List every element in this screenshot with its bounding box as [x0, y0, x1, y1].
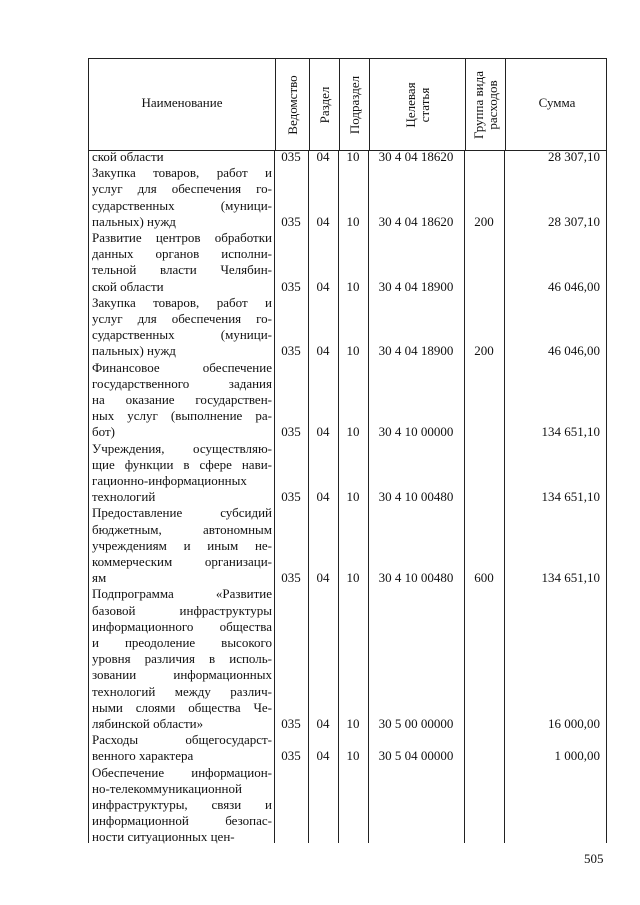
row-vedomstvo: 035 — [281, 715, 301, 731]
row-celevaya-statya: 30 4 04 18620 — [378, 213, 454, 229]
row-name-line: сударственных (муници- — [92, 327, 272, 343]
row-name — [92, 230, 272, 295]
header-razdel: Раздел — [316, 86, 332, 123]
row-name-line: технологий — [92, 489, 156, 505]
row-razdel: 04 — [316, 343, 330, 359]
row-gruppa: 200 — [474, 213, 494, 229]
row-summa: 46 046,00 — [548, 343, 600, 359]
row-vedomstvo: 035 — [281, 748, 301, 764]
row-name-line: гационно-информационных — [92, 472, 247, 488]
row-name — [92, 765, 272, 846]
row-name-line: учреждениям и иным не- — [92, 537, 272, 553]
row-vedomstvo: 035 — [281, 343, 301, 359]
row-name-line: бот) — [92, 424, 115, 440]
row-name-line: пальных) нужд — [92, 213, 176, 229]
header-razdel-cell — [309, 59, 339, 150]
row-summa: 1 000,00 — [554, 748, 600, 764]
row-name-line: сударственных (муници- — [92, 197, 272, 213]
row-razdel: 04 — [316, 278, 330, 294]
row-razdel: 04 — [316, 489, 330, 505]
header-gruppa-line2: расходов — [484, 79, 500, 130]
row-name-line: но-телекоммуникационной — [92, 780, 242, 796]
row-name-line: венного характера — [92, 748, 194, 764]
row-name-line: услуг для обеспечения го- — [92, 310, 272, 326]
row-summa: 134 651,10 — [541, 570, 600, 586]
row-celevaya-statya: 30 4 10 00480 — [378, 570, 454, 586]
row-razdel: 04 — [316, 570, 330, 586]
row-name-line: данных органов исполни- — [92, 246, 272, 262]
row-name-line: Расходы общегосударст- — [92, 732, 272, 748]
header-vedomstvo: Ведомство — [284, 74, 300, 135]
row-celevaya-statya: 30 4 04 18620 — [378, 149, 454, 164]
row-celevaya-statya: 30 4 10 00480 — [378, 489, 454, 505]
row-name — [92, 360, 272, 441]
row-summa: 28 307,10 — [548, 149, 600, 164]
row-summa: 134 651,10 — [541, 424, 600, 440]
row-name-line: технологий между различ- — [92, 683, 272, 699]
row-razdel: 04 — [316, 213, 330, 229]
row-podrazdel: 10 — [346, 715, 360, 731]
row-name-line: на оказание государствен- — [92, 391, 272, 407]
row-razdel: 04 — [316, 715, 330, 731]
header-celevaya-line1: Целевая — [402, 81, 418, 128]
row-name-line: тельной власти Челябин- — [92, 262, 272, 278]
row-name-line: ными слоями общества Че- — [92, 699, 272, 715]
row-summa: 46 046,00 — [548, 278, 600, 294]
row-name-line: услуг для обеспечения го- — [92, 181, 272, 197]
header-podrazdel-cell — [339, 59, 369, 150]
header-celevaya — [404, 82, 432, 127]
header-name: Наименование — [141, 95, 223, 110]
row-name-line: ской области — [92, 149, 164, 164]
row-name-line: Подпрограмма «Развитие — [92, 586, 272, 602]
row-celevaya-statya: 30 4 04 18900 — [378, 278, 454, 294]
header-vedomstvo-cell — [275, 59, 309, 150]
page-number: 505 — [584, 851, 604, 866]
table-header — [88, 58, 607, 151]
row-vedomstvo: 035 — [281, 489, 301, 505]
row-celevaya-statya: 30 4 04 18900 — [378, 343, 454, 359]
row-name-line: Развитие центров обработки — [92, 230, 272, 245]
row-name-line: информационного общества — [92, 618, 272, 634]
header-gruppa-line1: Группа вида — [470, 70, 486, 139]
row-vedomstvo: 035 — [281, 424, 301, 440]
row-razdel: 04 — [316, 424, 330, 440]
row-podrazdel: 10 — [346, 149, 360, 164]
row-name-line: зовании информационных — [92, 667, 272, 683]
row-celevaya-statya: 30 5 00 00000 — [378, 715, 454, 731]
row-podrazdel: 10 — [346, 748, 360, 764]
row-name-line: Закупка товаров, работ и — [92, 165, 272, 181]
row-name-line: государственного задания — [92, 375, 272, 391]
row-vedomstvo: 035 — [281, 570, 301, 586]
row-podrazdel: 10 — [346, 278, 360, 294]
column-line — [464, 151, 465, 843]
header-summa: Сумма — [538, 95, 576, 110]
row-gruppa: 600 — [474, 570, 494, 586]
row-vedomstvo: 035 — [281, 213, 301, 229]
row-name — [92, 586, 272, 732]
row-name — [92, 441, 272, 506]
row-podrazdel: 10 — [346, 489, 360, 505]
row-gruppa: 200 — [474, 343, 494, 359]
header-summa-cell — [505, 59, 608, 150]
row-razdel: 04 — [316, 149, 330, 164]
row-name-line: базовой инфраструктуры — [92, 602, 272, 618]
row-name-line: уровня различия в исполь- — [92, 651, 272, 667]
column-line — [606, 151, 607, 843]
row-name-line: информационной безопас- — [92, 813, 272, 829]
row-name-line: лябинской области» — [92, 715, 204, 731]
header-name-cell — [89, 59, 275, 150]
row-summa: 16 000,00 — [548, 715, 600, 731]
row-name — [92, 732, 272, 764]
header-podrazdel: Подраздел — [346, 75, 362, 134]
row-name — [92, 149, 272, 165]
column-line — [88, 151, 89, 843]
row-podrazdel: 10 — [346, 213, 360, 229]
row-razdel: 04 — [316, 748, 330, 764]
row-podrazdel: 10 — [346, 343, 360, 359]
row-name-line: коммерческим организаци- — [92, 553, 272, 569]
row-name-line: Обеспечение информацион- — [92, 764, 272, 780]
header-gruppa — [472, 71, 500, 139]
row-name — [92, 295, 272, 360]
row-name-line: Закупка товаров, работ и — [92, 294, 272, 310]
row-name-line: инфраструктуры, связи и — [92, 796, 272, 812]
row-name-line: Предоставление субсидий — [92, 505, 272, 521]
row-name-line: и преодоление высокого — [92, 634, 272, 650]
row-name-line: ных услуг (выполнение ра- — [92, 408, 272, 424]
row-summa: 134 651,10 — [541, 489, 600, 505]
row-vedomstvo: 035 — [281, 278, 301, 294]
row-name-line: щие функции в сфере нави- — [92, 456, 272, 472]
header-gruppa-cell — [465, 59, 505, 150]
row-name-line: пальных) нужд — [92, 343, 176, 359]
row-name-line: ской области — [92, 278, 164, 294]
row-name-line: ям — [92, 570, 107, 586]
row-name — [92, 505, 272, 586]
row-name-line: бюджетным, автономным — [92, 521, 272, 537]
row-name — [92, 165, 272, 230]
row-name-line: Учреждения, осуществляю- — [92, 440, 272, 456]
header-celevaya-line2: статья — [416, 87, 432, 122]
row-name-line: ности ситуационных цен- — [92, 829, 235, 845]
row-celevaya-statya: 30 5 04 00000 — [378, 748, 454, 764]
row-summa: 28 307,10 — [548, 213, 600, 229]
header-celevaya-cell — [369, 59, 465, 150]
row-name-line: Финансовое обеспечение — [92, 359, 272, 375]
row-podrazdel: 10 — [346, 570, 360, 586]
row-vedomstvo: 035 — [281, 149, 301, 164]
row-podrazdel: 10 — [346, 424, 360, 440]
row-celevaya-statya: 30 4 10 00000 — [378, 424, 454, 440]
